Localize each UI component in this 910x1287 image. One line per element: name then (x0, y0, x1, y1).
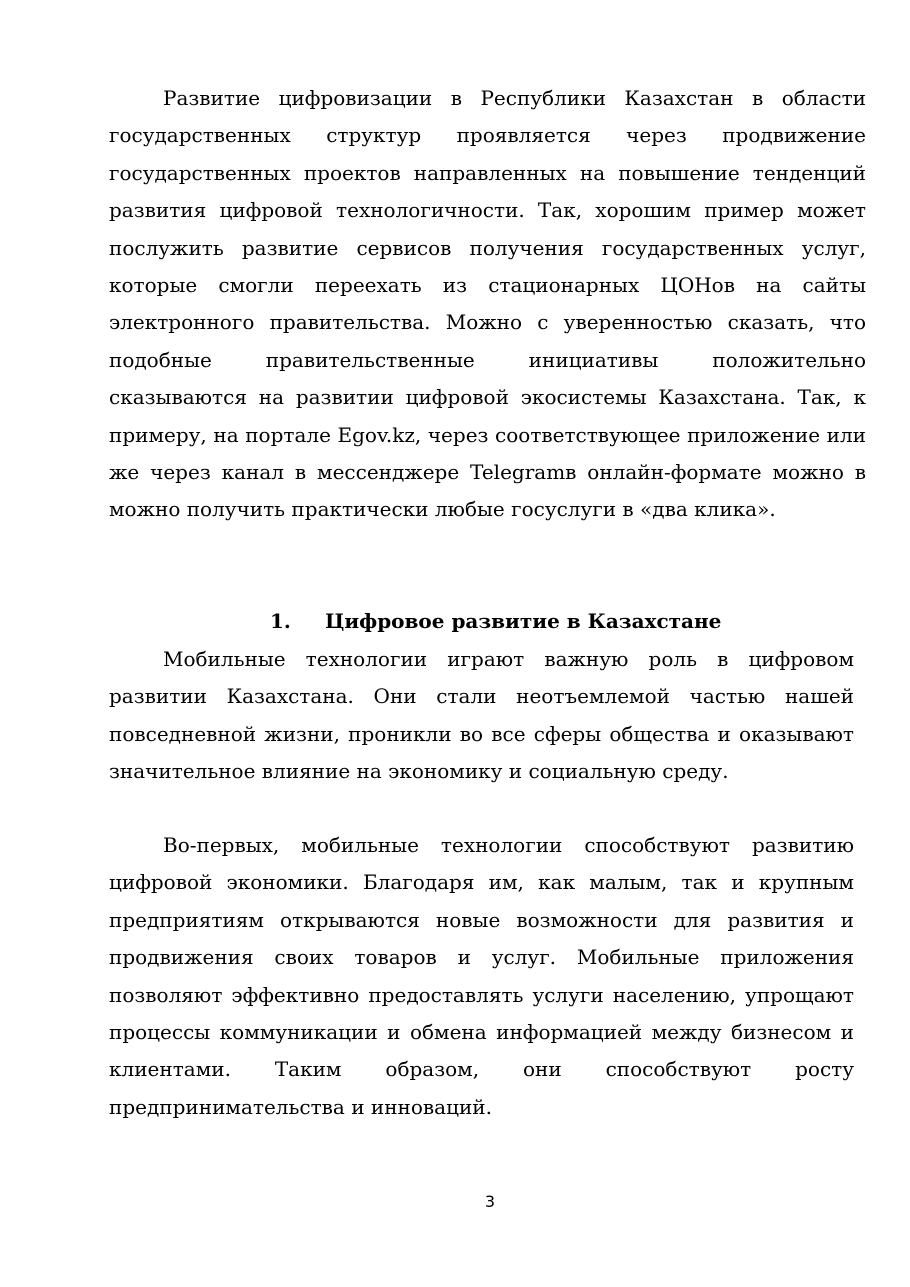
paragraph-digital-economy: Во-первых, мобильные технологии способствуют развитию цифровой экономики. Благодаря им, как малым, так и крупным предприятиям открываются новые возможности для развития и продвижения своих товаров и услуг. Мобильные приложения позволяют эффективно предоставлять услуги населению, упрощают процессы коммуникации и обмена информацией между бизнесом и клиентами. Таким образом, они способствуют росту предпринимательства и инноваций. (109, 833, 854, 1119)
section-number: 1. (270, 609, 291, 633)
paragraph-mobile-technologies: Мобильные технологии играют важную роль в цифровом развитии Казахстана. Они стали неотъемлемой частью нашей повседневной жизни, проникли во все сферы общества и оказывают значительное влияние на экономику и социальную среду. (109, 647, 854, 784)
section-title: Цифровое развитие в Казахстане (325, 609, 722, 633)
paragraph-digitalization-intro: Развитие цифровизации в Республики Казахстан в области государственных структур проявляется через продвижение государственных проектов направленных на повышение тенденций развития цифровой технологичности. Так, хорошим пример может послужить развитие сервисов получения государственных услуг, которые смогли переехать из стационарных ЦОНов на сайты электронного правительства. Можно с уверенностью сказать, что подобные правительственные инициативы положительно сказываются на развитии цифровой экосистемы Казахстана. Так, к примеру, на портале Egov.kz, через соответствующее приложение или же через канал в мессенджере Telegramв онлайн-формате можно в можно получить практически любые госуслуги в «два клика». (109, 86, 866, 522)
page-number: 3 (484, 1192, 496, 1211)
